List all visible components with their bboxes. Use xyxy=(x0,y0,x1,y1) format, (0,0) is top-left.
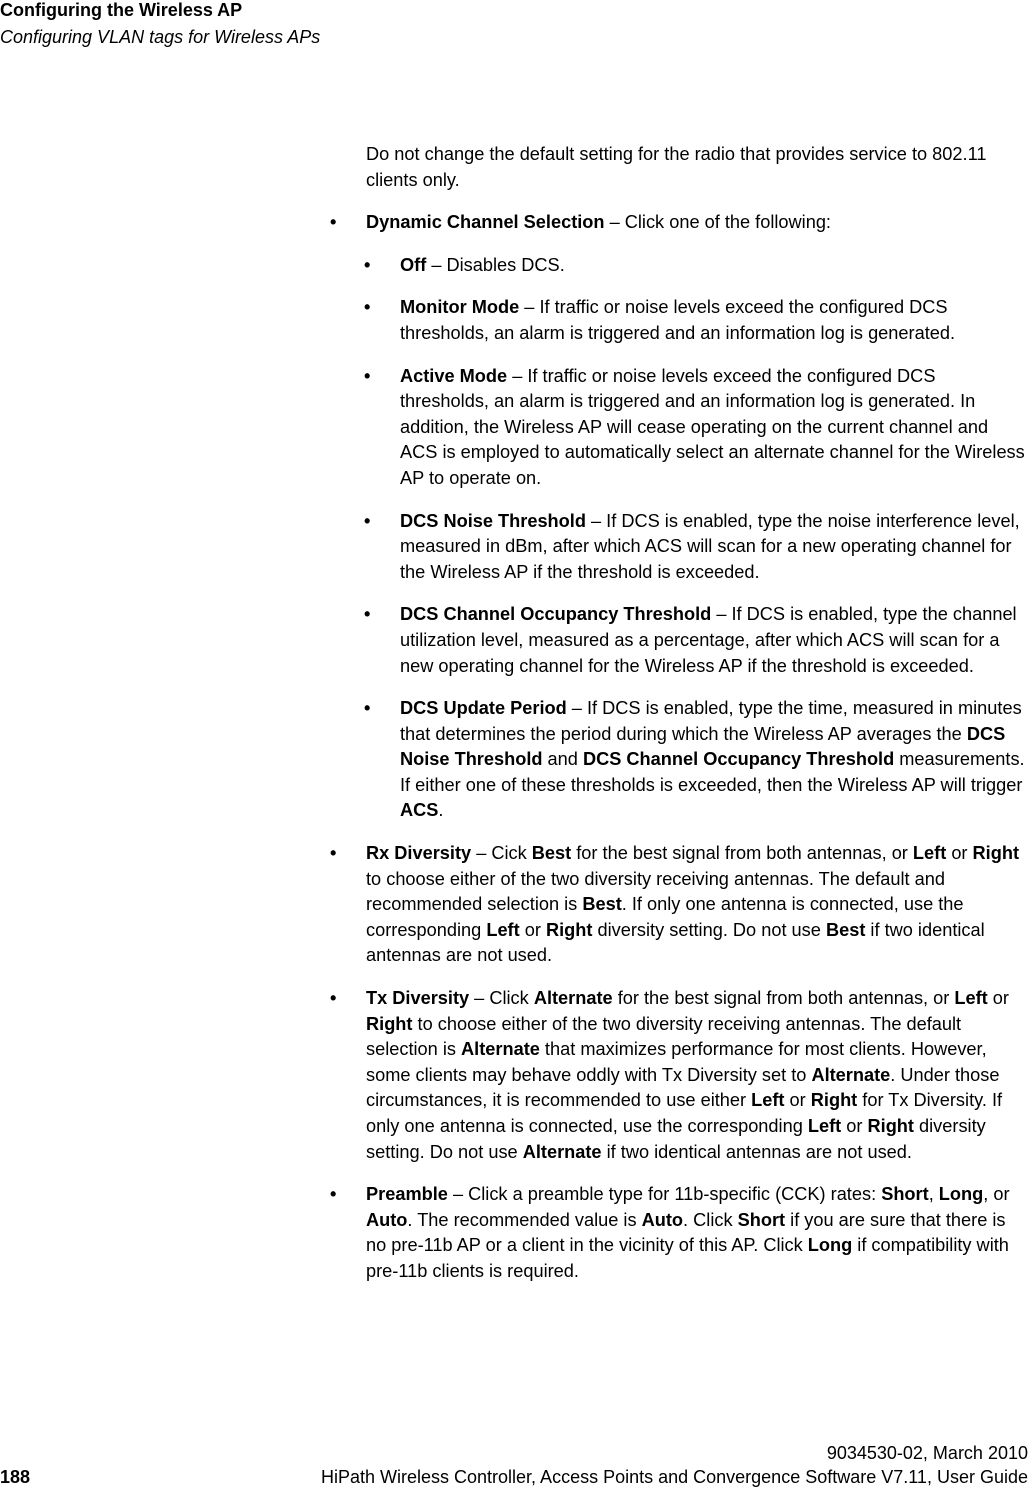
item-text: for the best signal from both antennas, or xyxy=(612,988,955,1009)
item-text: for Tx Diversity. If only one antenna is connected, use the corresponding xyxy=(366,1090,1003,1136)
item-text: or xyxy=(784,1090,811,1111)
item-text: or xyxy=(519,919,546,940)
item-text: . xyxy=(438,800,444,821)
bullet: • xyxy=(330,1184,337,1205)
item-text: , or xyxy=(983,1184,1010,1205)
option-term: Right xyxy=(366,1013,413,1034)
item-text: to choose either of the two diversity receiving antennas. The default selection is xyxy=(366,1013,962,1060)
doc-title: HiPath Wireless Controller, Access Points and Convergence Software V7.11, User Guide xyxy=(320,1467,1028,1487)
item-text: – Click one of the following: xyxy=(604,212,831,233)
item-label: DCS Channel Occupancy Threshold xyxy=(400,604,712,625)
bullet: • xyxy=(330,212,337,233)
bullet: • xyxy=(330,988,337,1009)
list-item-dcs-occupancy-threshold xyxy=(364,602,1028,679)
item-text: – Click a preamble type for 11b-specific (CCK) rates: xyxy=(447,1184,882,1205)
item-text: – If DCS is enabled, type the time, measured in minutes that determines the period during which the Wireless AP averages the xyxy=(400,698,1022,744)
list-item-dcs-noise-threshold xyxy=(364,509,1028,586)
item-text: – If traffic or noise levels exceed the configured DCS thresholds, an alarm is triggered and an information log is generated. In addition, the Wireless AP will cease operating on the current channel and ACS is employed to automatically select an alternate channel for the Wireless AP to operate on. xyxy=(400,365,1025,488)
option-term: Short xyxy=(737,1209,786,1230)
chapter-title: Configuring the Wireless AP xyxy=(0,0,243,20)
item-label: Preamble xyxy=(366,1184,448,1205)
option-term: Left xyxy=(807,1116,842,1136)
list-item-dcs-update-period xyxy=(364,696,1028,824)
option-term: Left xyxy=(954,988,988,1009)
option-term: Right xyxy=(972,843,1020,864)
item-text: – If traffic or noise levels exceed the configured DCS thresholds, an alarm is triggered and an information log is generated. xyxy=(400,297,956,343)
item-text: – Click xyxy=(469,988,534,1009)
bullet: • xyxy=(330,843,337,864)
doc-reference: 9034530-02, March 2010 xyxy=(826,1443,1028,1463)
item-label: Dynamic Channel Selection xyxy=(366,212,605,233)
option-term: Left xyxy=(486,919,520,940)
option-term: Alternate xyxy=(811,1064,891,1085)
item-text: . The recommended value is xyxy=(407,1209,642,1230)
page-footer xyxy=(0,1441,1029,1489)
option-term: Left xyxy=(912,843,947,864)
item-text: that maximizes performance for most clients. However, some clients may behave oddly with Tx Diversity set to xyxy=(366,1039,987,1085)
item-text: or xyxy=(987,988,1009,1009)
item-text: and xyxy=(542,749,583,770)
option-term: Best xyxy=(582,894,622,915)
option-term: Long xyxy=(807,1235,853,1256)
item-text: . If only one antenna is connected, use the corresponding xyxy=(366,894,964,940)
item-label: Active Mode xyxy=(400,365,508,386)
item-text: if compatibility with pre-11b clients is required. xyxy=(366,1235,1009,1281)
bullet: • xyxy=(364,604,371,625)
section-subtitle: Configuring VLAN tags for Wireless APs xyxy=(0,27,321,47)
item-text: if you are sure that there is no pre-11b AP or a client in the vicinity of this AP. Click xyxy=(366,1209,1006,1256)
item-label: Off xyxy=(400,254,427,275)
item-text: . Under those circumstances, it is recommended to use either xyxy=(366,1064,1000,1111)
item-text: diversity setting. Do not use xyxy=(366,1116,986,1162)
item-text: diversity setting. Do not use xyxy=(592,919,826,940)
item-text: – If DCS is enabled, type the channel utilization level, measured as a percentage, after which ACS will scan for a new operating channel for the Wireless AP if the threshold is exceeded. xyxy=(400,604,1017,676)
option-term: Auto xyxy=(366,1209,408,1230)
list-item-dcs xyxy=(330,210,1028,824)
bullet: • xyxy=(364,297,371,318)
list-item-tx-diversity xyxy=(330,986,1028,1165)
item-label: DCS Update Period xyxy=(400,698,567,719)
item-label: DCS Noise Threshold xyxy=(400,510,586,531)
body-content xyxy=(330,142,1028,1302)
intro-paragraph: Do not change the default setting for the radio that provides service to 802.11 clients only. xyxy=(366,144,987,190)
dcs-sub-list xyxy=(364,253,1028,824)
item-text: , xyxy=(928,1184,939,1205)
list-item-rx-diversity xyxy=(330,841,1028,969)
option-term: Alternate xyxy=(522,1141,602,1162)
bullet: • xyxy=(364,510,371,531)
option-term: Left xyxy=(751,1090,785,1111)
bullet: • xyxy=(364,365,371,386)
item-text: – Disables DCS. xyxy=(426,254,565,275)
bullet: • xyxy=(364,254,371,275)
option-term: Auto xyxy=(641,1209,684,1230)
option-term: Alternate xyxy=(461,1039,540,1060)
footer-line xyxy=(0,1465,1029,1489)
list-item-monitor-mode xyxy=(364,295,1028,346)
item-text: . Click xyxy=(683,1209,738,1230)
ref-term: DCS Channel Occupancy Threshold xyxy=(582,749,895,770)
option-term: Alternate xyxy=(533,988,613,1009)
option-term: Long xyxy=(938,1184,984,1205)
item-text: to choose either of the two diversity receiving antennas. The default and recommended selection is xyxy=(366,868,945,915)
item-label: Rx Diversity xyxy=(366,843,472,864)
page-number: 188 xyxy=(0,1467,31,1487)
option-term: Short xyxy=(881,1184,929,1205)
item-label: Tx Diversity xyxy=(366,988,470,1009)
list-item-active-mode xyxy=(364,364,1028,492)
list-item-preamble xyxy=(330,1182,1028,1284)
item-text: for the best signal from both antennas, or xyxy=(571,843,913,864)
option-term: Right xyxy=(545,919,593,940)
bullet: • xyxy=(364,698,371,719)
item-text: if two identical antennas are not used. xyxy=(601,1141,912,1162)
option-term: Right xyxy=(810,1090,858,1111)
option-term: Best xyxy=(531,843,572,864)
ref-term: ACS xyxy=(400,800,439,821)
item-text: or xyxy=(841,1116,868,1136)
item-text: – Cick xyxy=(471,843,532,864)
option-term: Best xyxy=(825,919,866,940)
list-item-off xyxy=(364,253,1028,279)
item-text: or xyxy=(946,843,973,864)
item-text: if two identical antennas are not used. xyxy=(366,919,985,966)
item-text: measurements. If either one of these thresholds is exceeded, then the Wireless AP will trigger xyxy=(400,749,1025,795)
option-term: Right xyxy=(867,1116,914,1136)
item-text: – If DCS is enabled, type the noise interference level, measured in dBm, after which ACS will scan for a new operating channel for the Wireless AP if the threshold is exceeded. xyxy=(400,510,1020,582)
item-label: Monitor Mode xyxy=(400,297,520,318)
ref-term: DCS Noise Threshold xyxy=(400,723,1006,770)
